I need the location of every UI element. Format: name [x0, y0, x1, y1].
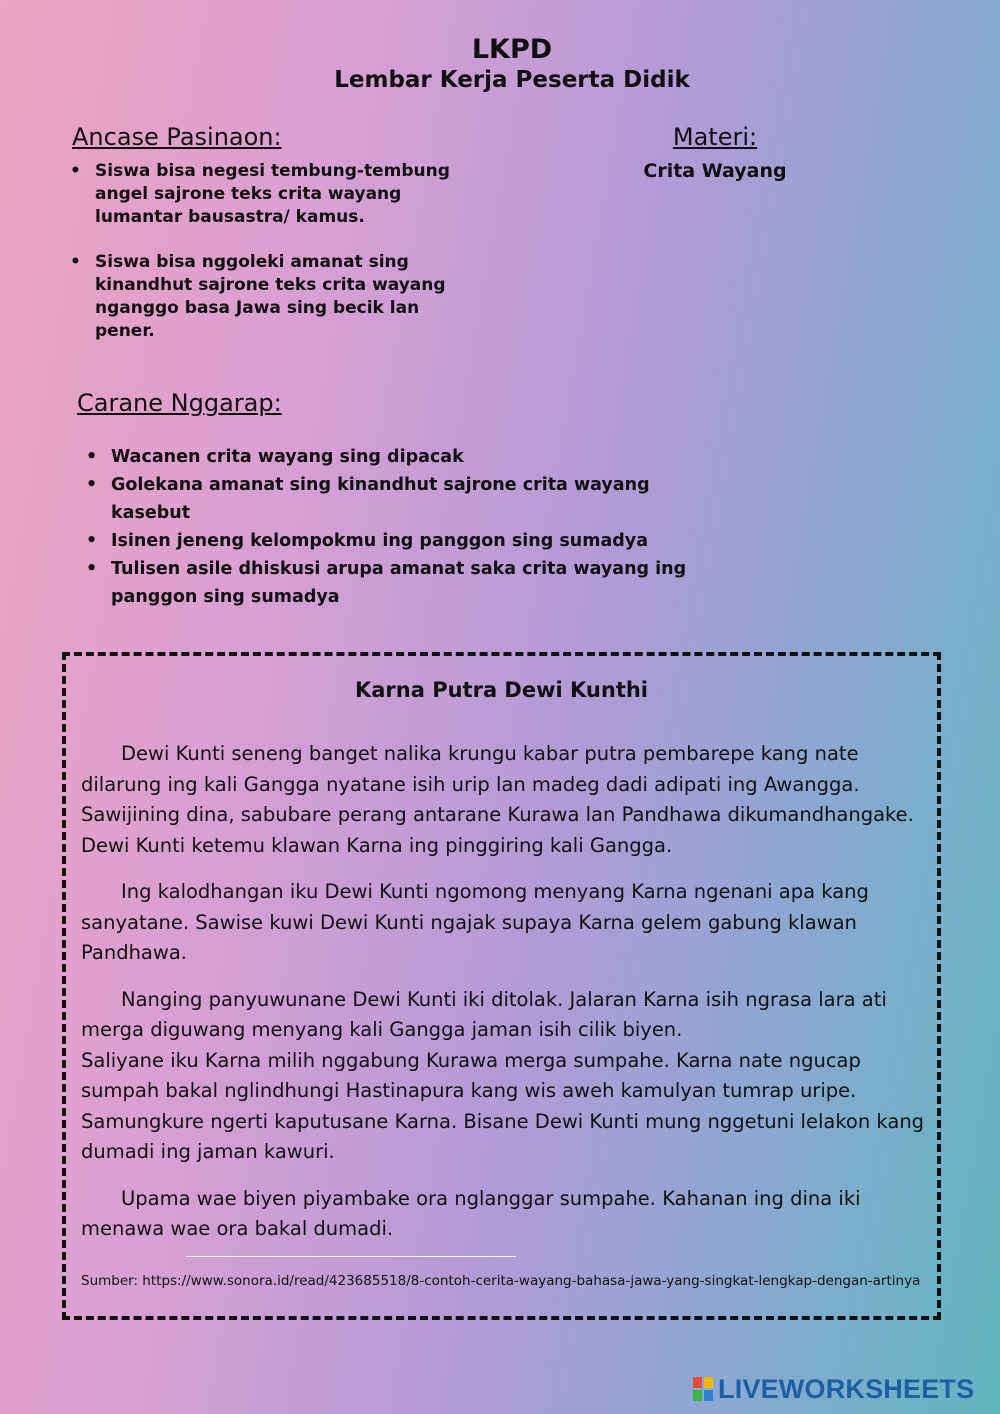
brand-watermark	[690, 1374, 990, 1406]
story-body	[81, 739, 933, 1261]
page-title: LKPD	[471, 34, 553, 65]
story-paragraph: Upama wae biyen piyambake ora nglanggar sumpahe. Kahanan ing dina iki menawa wae ora bakal dumadi.	[81, 1186, 861, 1240]
source-divider	[186, 1256, 516, 1257]
brand-name: LIVEWORKSHEETS	[718, 1374, 975, 1404]
story-paragraph: Dewi Kunti seneng banget nalika krungu kabar putra pembarepe kang nate dilarung ing kali Gangga nyatane isih urip lan madeg dadi adipati ing Awangga. Sawijining dina, sabubare perang antarane Kurawa lan Pandhawa dikumandhangake. Dewi Kunti ketemu klawan Karna ing pinggiring kali Gangga.	[81, 742, 914, 857]
materi-heading: Materi:	[672, 123, 758, 151]
source-citation: Sumber: https://www.sonora.id/read/423685518/8-contoh-cerita-wayang-bahasa-jawa-yang-singkat-lengkap-dengan-artinya	[81, 1273, 921, 1289]
objective-item: • Siswa bisa nggoleki amanat sing kinandhut sajrone teks crita wayang nganggo basa Jawa sing becik lan pener.	[68, 251, 468, 343]
materi-value: Crita Wayang	[643, 160, 787, 182]
logo-block	[704, 1377, 713, 1388]
story-paragraph: Nanging panyuwunane Dewi Kunti iki ditolak. Jalaran Karna isih ngrasa lara ati merga diguwang menyang kali Gangga jaman isih cilik biyen.	[81, 987, 887, 1041]
story-title: Karna Putra Dewi Kunthi	[354, 678, 649, 702]
steps-list	[84, 443, 704, 611]
step-item: • Tulisen asile dhiskusi arupa amanat saka crita wayang ing panggon sing sumadya	[84, 555, 704, 611]
page-subtitle: Lembar Kerja Peserta Didik	[334, 67, 690, 93]
brand-logo-icon	[693, 1377, 715, 1403]
logo-block	[704, 1390, 713, 1401]
objectives-heading: Ancase Pasinaon:	[72, 123, 282, 151]
story-paragraph: Saliyane iku Karna milih nggabung Kurawa merga sumpahe. Karna nate ngucap sumpah bakal nglindhungi Hastinapura kang wis aweh kamulyan tumrap uripe. Samungkure ngerti kaputusane Karna. Bisane Dewi Kunti mung nggetuni lelakon kang dumadi ing jaman kawuri.	[81, 1048, 925, 1163]
story-paragraph: Ing kalodhangan iku Dewi Kunti ngomong menyang Karna ngenani apa kang sanyatane. Sawise kuwi Dewi Kunti ngajak supaya Karna gelem gabung klawan Pandhawa.	[81, 880, 869, 964]
objective-item: • Siswa bisa negesi tembung-tembung angel sajrone teks crita wayang lumantar bausastra/ kamus.	[68, 160, 468, 229]
step-item: • Isinen jeneng kelompokmu ing panggon sing sumadya	[84, 527, 704, 555]
step-item: • Wacanen crita wayang sing dipacak	[84, 443, 704, 471]
logo-block	[693, 1377, 702, 1388]
step-item: • Golekana amanat sing kinandhut sajrone crita wayang kasebut	[84, 471, 704, 527]
objectives-list	[68, 160, 468, 365]
steps-heading: Carane Nggarap:	[77, 389, 282, 417]
logo-block	[693, 1390, 702, 1401]
page-header	[0, 34, 1000, 93]
story-box	[62, 652, 941, 1320]
